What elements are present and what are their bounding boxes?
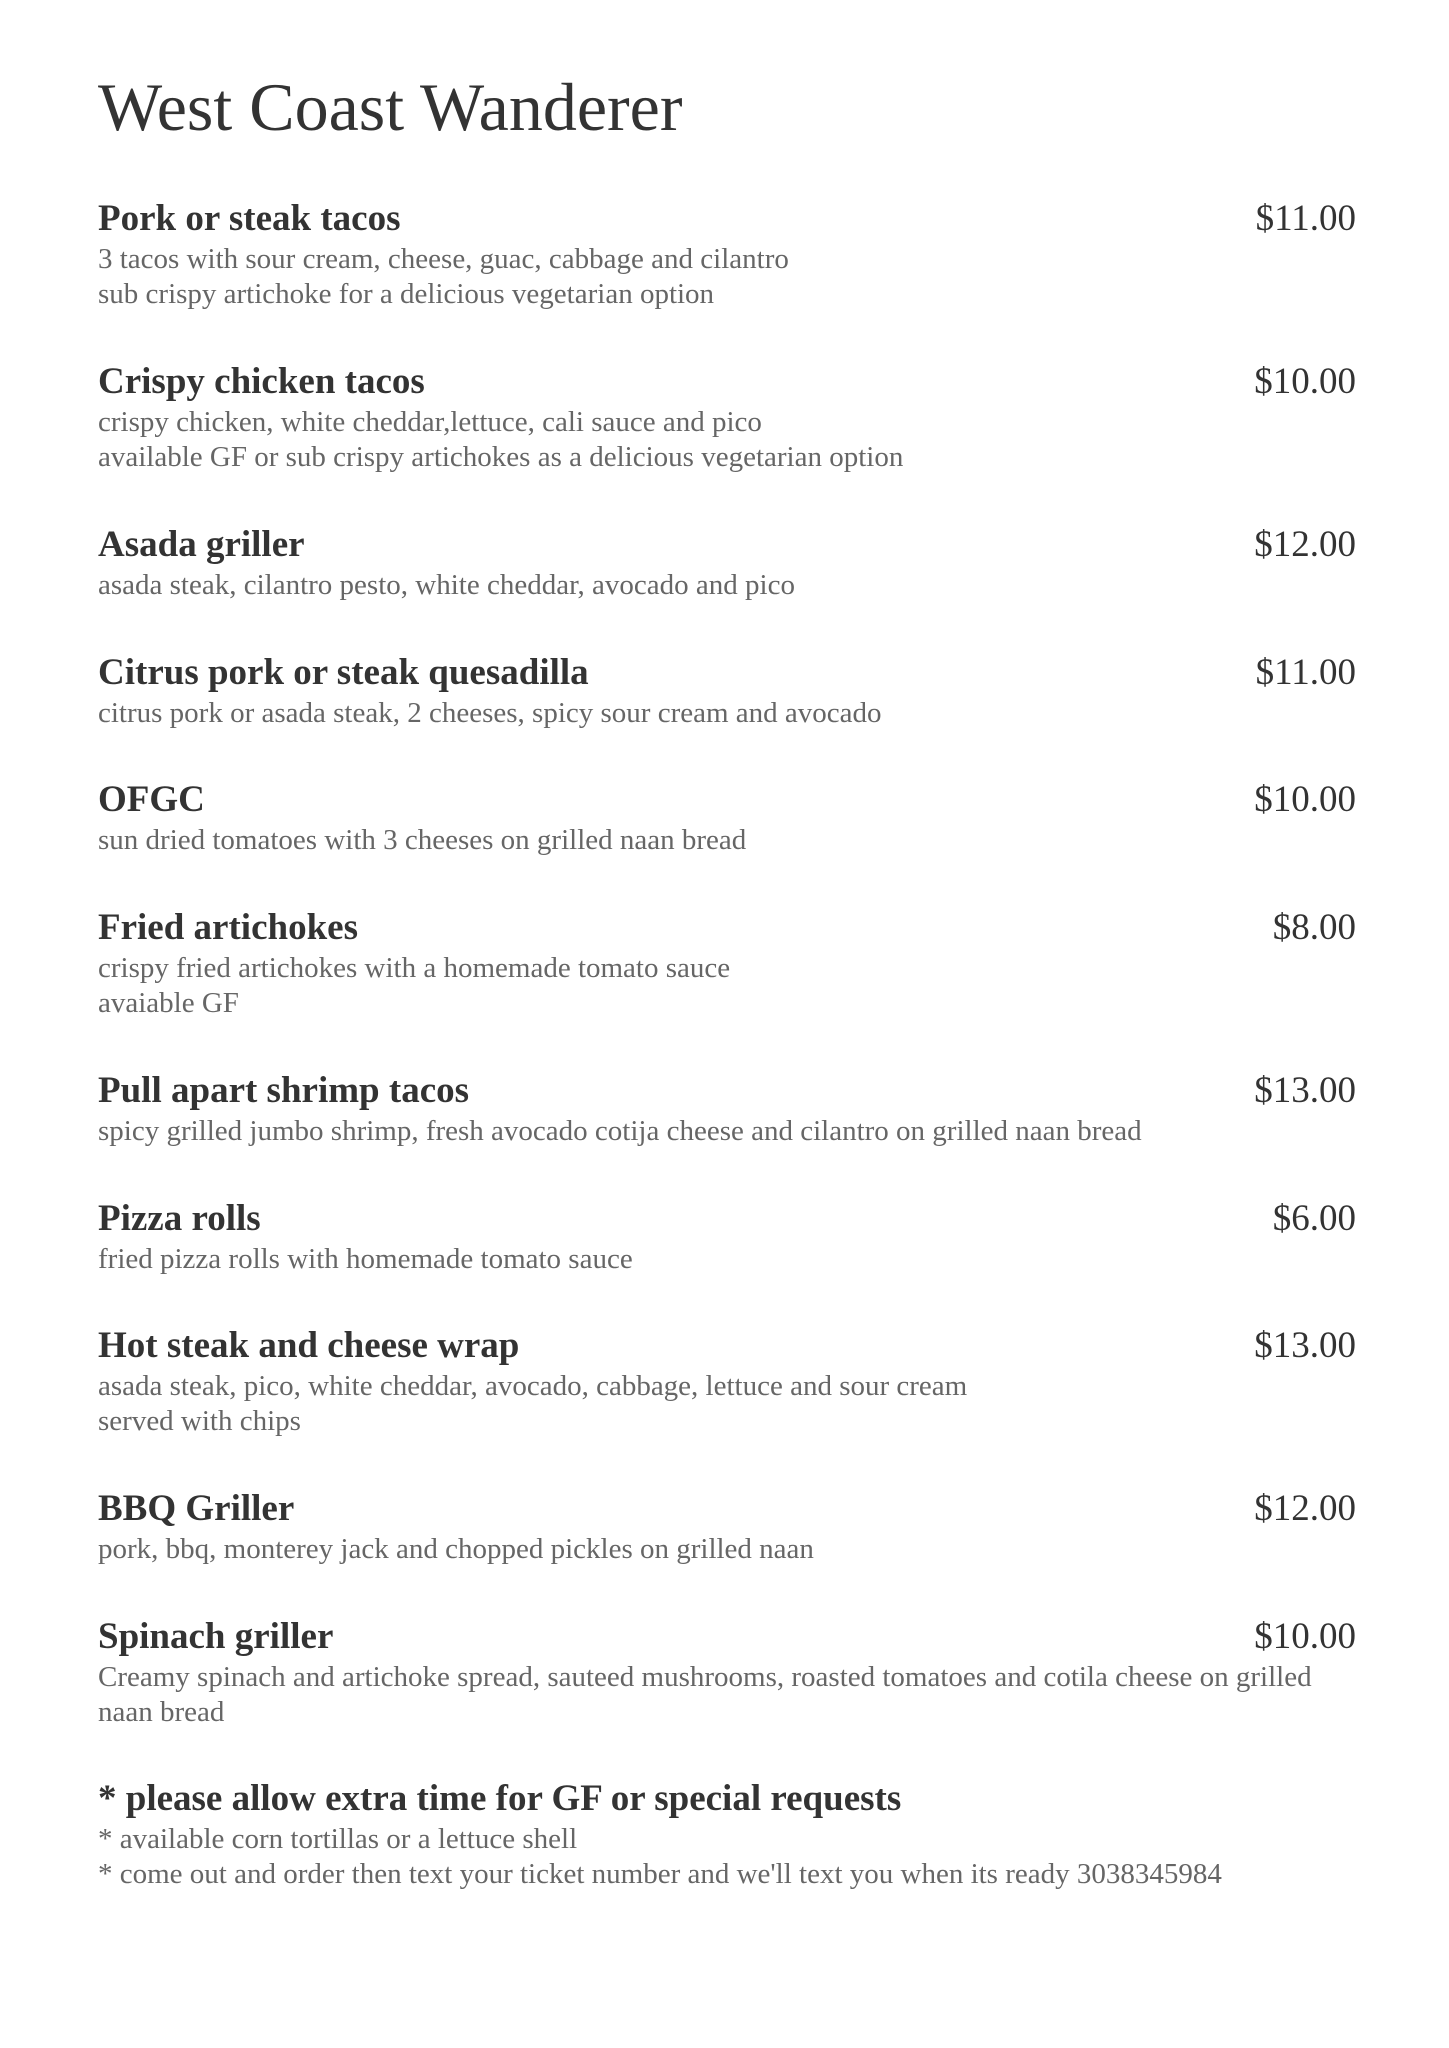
notes-line: * available corn tortillas or a lettuce shell: [98, 1823, 578, 1855]
item-name: Fried artichokes: [98, 907, 358, 948]
menu-item-bbq-griller: [98, 1486, 1356, 1567]
item-description-line: pork, bbq, monterey jack and chopped pickles on grilled naan: [98, 1533, 814, 1565]
item-description-line: sun dried tomatoes with 3 cheeses on grilled naan bread: [98, 824, 747, 856]
menu-notes: [98, 1776, 1356, 1892]
notes-heading: * please allow extra time for GF or special requests: [98, 1778, 902, 1819]
item-description-line: citrus pork or asada steak, 2 cheeses, spicy sour cream and avocado: [98, 697, 882, 729]
item-description-line: available GF or sub crispy artichokes as a delicious vegetarian option: [98, 441, 904, 473]
item-name: Spinach griller: [98, 1616, 334, 1657]
menu-item-pizza-rolls: [98, 1196, 1356, 1277]
item-description-line: asada steak, pico, white cheddar, avocado, cabbage, lettuce and sour cream: [98, 1370, 968, 1402]
item-price: $13.00: [1254, 1325, 1356, 1366]
item-name: Crispy chicken tacos: [98, 361, 425, 402]
item-name: Pizza rolls: [98, 1198, 261, 1239]
item-name: Pork or steak tacos: [98, 198, 401, 239]
menu-item-crispy-chicken-tacos: [98, 359, 1356, 475]
item-price: $13.00: [1254, 1070, 1356, 1111]
menu-item-ofgc: [98, 777, 1356, 858]
menu-item-spinach-griller: [98, 1614, 1356, 1730]
menu-item-fried-artichokes: [98, 905, 1356, 1021]
item-description-line: Creamy spinach and artichoke spread, sauteed mushrooms, roasted tomatoes and cotila cheese on grilled naan bread: [98, 1661, 1312, 1728]
menu-item-pork-or-steak-tacos: [98, 196, 1356, 312]
menu-title: West Coast Wanderer: [98, 69, 683, 145]
item-price: $6.00: [1272, 1198, 1356, 1239]
item-name: OFGC: [98, 779, 205, 820]
item-name: Pull apart shrimp tacos: [98, 1070, 470, 1111]
item-description-line: sub crispy artichoke for a delicious vegetarian option: [98, 278, 715, 310]
item-name: BBQ Griller: [98, 1488, 295, 1529]
item-price: $12.00: [1254, 1488, 1356, 1529]
notes-line: * come out and order then text your ticket number and we'll text you when its ready 3038345984: [98, 1858, 1222, 1890]
item-description-line: served with chips: [98, 1405, 301, 1437]
item-price: $10.00: [1254, 779, 1356, 820]
item-description-line: fried pizza rolls with homemade tomato sauce: [98, 1243, 633, 1275]
item-description-line: asada steak, cilantro pesto, white cheddar, avocado and pico: [98, 569, 795, 601]
item-price: $11.00: [1255, 652, 1356, 693]
item-description-line: spicy grilled jumbo shrimp, fresh avocado cotija cheese and cilantro on grilled naan bread: [98, 1115, 1142, 1147]
item-price: $10.00: [1254, 361, 1356, 402]
item-description-line: crispy fried artichokes with a homemade tomato sauce: [98, 952, 731, 984]
item-description-line: 3 tacos with sour cream, cheese, guac, cabbage and cilantro: [98, 243, 789, 275]
item-description-line: avaiable GF: [98, 987, 239, 1019]
menu-item-citrus-pork-or-steak-quesadilla: [98, 650, 1356, 731]
item-description-line: crispy chicken, white cheddar,lettuce, cali sauce and pico: [98, 406, 762, 438]
item-name: Citrus pork or steak quesadilla: [98, 652, 589, 693]
menu-item-pull-apart-shrimp-tacos: [98, 1068, 1356, 1149]
item-price: $8.00: [1272, 907, 1356, 948]
item-name: Hot steak and cheese wrap: [98, 1325, 520, 1366]
item-price: $12.00: [1254, 524, 1356, 565]
item-name: Asada griller: [98, 524, 305, 565]
item-price: $10.00: [1254, 1616, 1356, 1657]
menu-item-asada-griller: [98, 522, 1356, 603]
menu-item-hot-steak-and-cheese-wrap: [98, 1323, 1356, 1439]
item-price: $11.00: [1255, 198, 1356, 239]
